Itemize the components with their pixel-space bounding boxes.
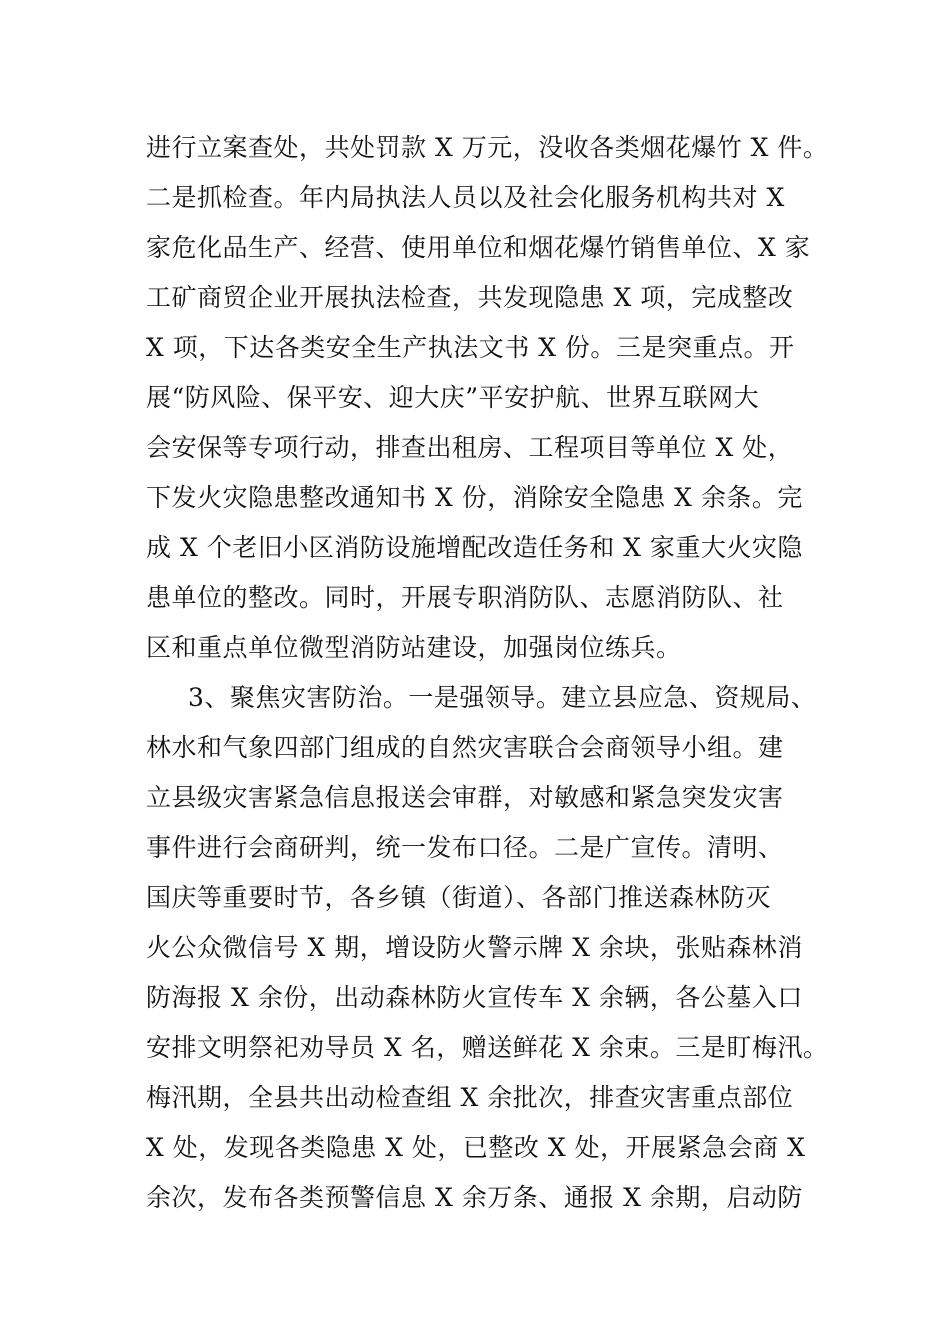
text-line: 工矿商贸企业开展执法检查，共发现隐患 X 项，完成整改 (146, 283, 794, 312)
text-line: 成 X 个老旧小区消防设施增配改造任务和 X 家重大火灾隐 (146, 533, 803, 562)
text-line: X 处，发现各类隐患 X 处，已整改 X 处，开展紧急会商 X (146, 1133, 806, 1162)
text-line: 立县级灾害紧急信息报送会审群，对敏感和紧急突发灾害 (146, 783, 784, 812)
text-line: 家危化品生产、经营、使用单位和烟花爆竹销售单位、X 家 (146, 233, 811, 262)
text-line: 展“防风险、保平安、迎大庆”平安护航、世界互联网大 (146, 383, 760, 412)
text-line: X 项，下达各类安全生产执法文书 X 份。三是突重点。开 (146, 333, 795, 362)
text-line: 火公众微信号 X 期，增设防火警示牌 X 余块，张贴森林消 (146, 933, 803, 962)
text-line: 区和重点单位微型消防站建设，加强岗位练兵。 (146, 633, 682, 662)
text-line: 患单位的整改。同时，开展专职消防队、志愿消防队、社 (146, 583, 784, 612)
text-line: 事件进行会商研判，统一发布口径。二是广宣传。清明、 (146, 833, 784, 862)
text-line: 安排文明祭祀劝导员 X 名，赠送鲜花 X 余束。三是盯梅汛。 (146, 1033, 829, 1062)
text-line: 梅汛期，全县共出动检查组 X 余批次，排查灾害重点部位 (146, 1083, 794, 1112)
section-heading-line: 3、聚焦灾害防治。一是强领导。建立县应急、资规局、 (188, 683, 817, 712)
text-line: 林水和气象四部门组成的自然灾害联合会商领导小组。建 (146, 733, 784, 762)
text-line: 防海报 X 余份，出动森林防火宣传车 X 余辆，各公墓入口 (146, 983, 803, 1012)
text-line: 下发火灾隐患整改通知书 X 份，消除安全隐患 X 余条。完 (146, 483, 803, 512)
text-line: 国庆等重要时节，各乡镇（街道）、各部门推送森林防灭 (146, 883, 772, 912)
text-line: 会安保等专项行动，排查出租房、工程项目等单位 X 处， (146, 433, 794, 462)
text-line: 余次，发布各类预警信息 X 余万条、通报 X 余期，启动防 (146, 1183, 803, 1212)
text-line: 二是抓检查。年内局执法人员以及社会化服务机构共对 X (146, 183, 785, 212)
text-line: 进行立案查处，共处罚款 X 万元，没收各类烟花爆竹 X 件。 (146, 133, 829, 162)
